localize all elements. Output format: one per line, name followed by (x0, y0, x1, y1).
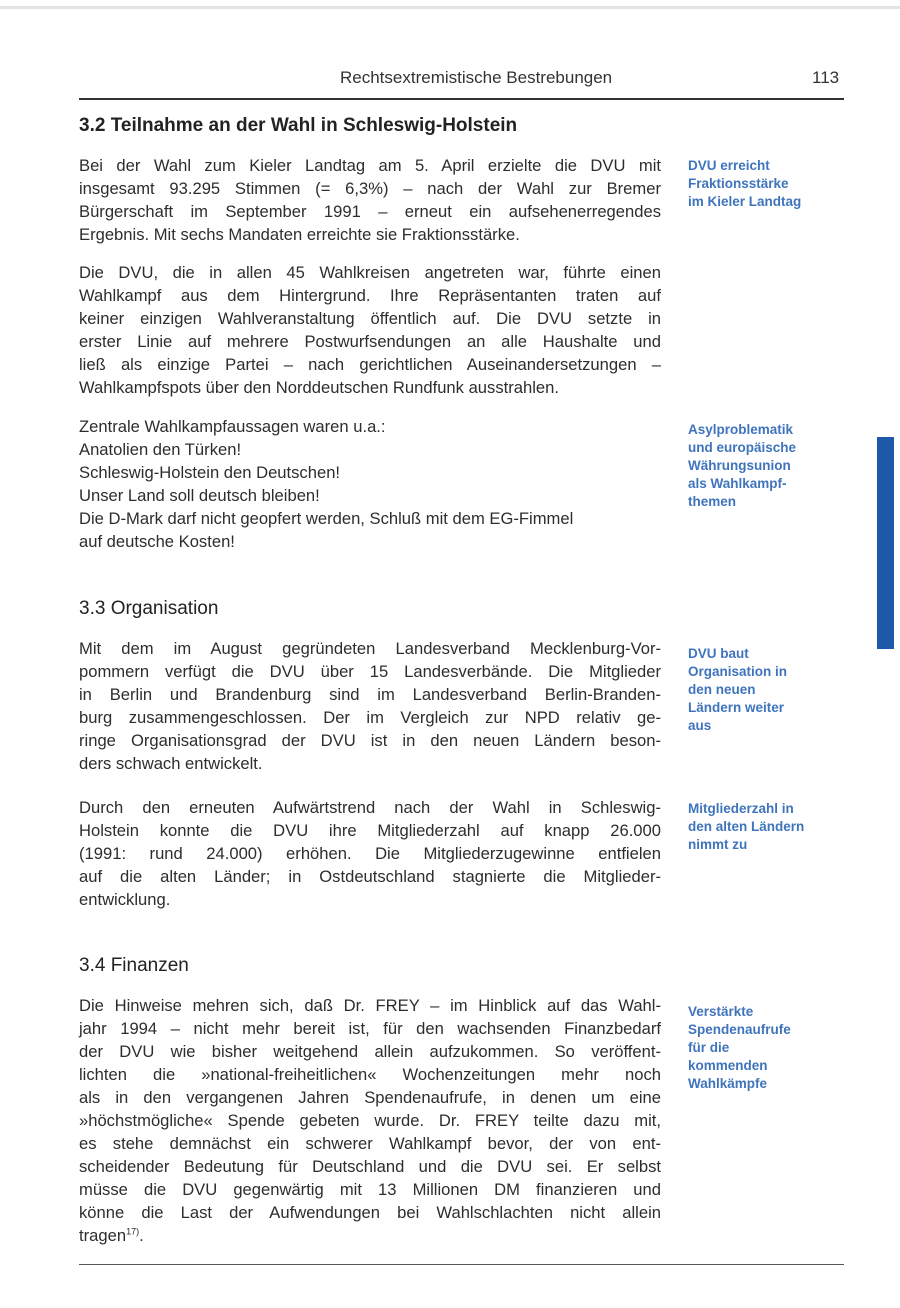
text-line: es stehe demnächst ein schwerer Wahlkampf bevor, der von ent- (79, 1134, 661, 1153)
slogan-line: Schleswig-Holstein den Deutschen! (79, 463, 341, 482)
text-line: insgesamt 93.295 Stimmen (= 6,3%) – nach der Wahl zur Bremer (79, 179, 661, 198)
paragraph-3-2-3 (79, 415, 661, 553)
margin-note-line: nimmt zu (688, 837, 748, 852)
text-line: Mit dem im August gegründeten Landesverband Mecklenburg-Vor- (79, 639, 661, 658)
paragraph-3-2-2 (79, 261, 661, 399)
text-line: erster Linie auf mehrere Postwurfsendungen an alle Haushalte und (79, 332, 661, 351)
final-word: tragen (79, 1226, 127, 1245)
text-line: der DVU wie bisher weitgehend allein aufzukommen. So veröffent- (79, 1042, 661, 1061)
footer-rule (79, 1264, 844, 1265)
section-heading-3-4: 3.4 Finanzen (79, 955, 189, 976)
margin-note-spendenaufrufe (688, 1003, 858, 1093)
margin-note-line: Währungsunion (688, 458, 791, 473)
text-line: Zentrale Wahlkampfaussagen waren u.a.: (79, 417, 386, 436)
footnote-ref[interactable]: 17) (126, 1226, 140, 1237)
text-line: Wahlkampf aus dem Hintergrund. Ihre Repräsentanten traten auf (79, 286, 661, 305)
paragraph-3-3-2 (79, 796, 661, 911)
margin-note-line: Ländern weiter (688, 700, 785, 715)
margin-note-line: DVU baut (688, 646, 749, 661)
slogan-line: Unser Land soll deutsch bleiben! (79, 486, 320, 505)
margin-note-line: aus (688, 718, 712, 733)
margin-note-organisation (688, 645, 858, 735)
text-line: keiner einzigen Wahlveranstaltung öffentlich auf. Die DVU setzte in (79, 309, 661, 328)
text-line: ließ als einzige Partei – nach gerichtlichen Auseinandersetzungen – (79, 355, 661, 374)
text-line: Die DVU, die in allen 45 Wahlkreisen angetreten war, führte einen (79, 263, 661, 282)
text-line: als in den vergangenen Jahren Spendenaufrufe, in denen um eine (79, 1088, 661, 1107)
margin-note-line: und europäische (688, 440, 797, 455)
text-line: »höchstmögliche« Spende gebeten wurde. Dr. FREY teilte dazu mit, (79, 1111, 661, 1130)
margin-note-line: als Wahlkampf- (688, 476, 787, 491)
page-number: 113 (812, 68, 840, 87)
text-line: ringe Organisationsgrad der DVU ist in den neuen Ländern beson- (79, 731, 661, 750)
paragraph-3-3-1 (79, 637, 661, 775)
text-line: entwicklung. (79, 890, 171, 909)
text-line: Bürgerschaft im September 1991 – erneut ein aufsehenerregendes (79, 202, 661, 221)
section-heading-3-3: 3.3 Organisation (79, 598, 219, 619)
text-line: Ergebnis. Mit sechs Mandaten erreichte sie Fraktionsstärke. (79, 225, 520, 244)
slogan-line: Die D-Mark darf nicht geopfert werden, Schluß mit dem EG-Fimmel (79, 509, 574, 528)
text-line: Die Hinweise mehren sich, daß Dr. FREY – im Hinblick auf das Wahl- (79, 996, 661, 1015)
margin-note-line: Mitgliederzahl in (688, 801, 794, 816)
margin-note-line: themen (688, 494, 737, 509)
margin-note-line: kommenden (688, 1058, 768, 1073)
text-line: Bei der Wahl zum Kieler Landtag am 5. April erzielte die DVU mit (79, 156, 661, 175)
section-heading-3-2: 3.2 Teilnahme an der Wahl in Schleswig-Holstein (79, 115, 518, 136)
margin-note-line: für die (688, 1040, 730, 1055)
margin-note-mitgliederzahl (688, 800, 858, 854)
chapter-marker-bar (877, 437, 894, 649)
text-line: Durch den erneuten Aufwärtstrend nach der Wahl in Schleswig- (79, 798, 661, 817)
slogan-line: auf deutsche Kosten! (79, 532, 235, 551)
text-line: (1991: rund 24.000) erhöhen. Die Mitgliederzugewinne entfielen (79, 844, 661, 863)
final-period: . (139, 1226, 144, 1245)
margin-note-line: Spendenaufrufe (688, 1022, 791, 1037)
margin-note-line: Fraktionsstärke (688, 176, 789, 191)
margin-note-line: Verstärkte (688, 1004, 754, 1019)
header-rule (79, 98, 844, 100)
scan-edge (0, 6, 900, 9)
text-line: könne die Last der Aufwendungen bei Wahlschlachten nicht allein (79, 1203, 661, 1222)
margin-note-line: im Kieler Landtag (688, 194, 802, 209)
text-line: burg zusammengeschlossen. Der im Vergleich zur NPD relativ ge- (79, 708, 661, 727)
paragraph-3-4-1 (79, 994, 661, 1247)
text-line-final (79, 1224, 661, 1247)
text-line: pommern verfügt die DVU über 15 Landesverbände. Die Mitglieder (79, 662, 661, 681)
text-line: lichten die »national-freiheitlichen« Wochenzeitungen mehr noch (79, 1065, 661, 1084)
margin-note-line: Organisation in (688, 664, 788, 679)
running-header-title: Rechtsextremistische Bestrebungen (340, 68, 613, 87)
text-line: in Berlin und Brandenburg sind im Landesverband Berlin-Branden- (79, 685, 661, 704)
text-line: scheidender Bedeutung für Deutschland und die DVU sei. Er selbst (79, 1157, 661, 1176)
text-line: Wahlkampfspots über den Norddeutschen Rundfunk ausstrahlen. (79, 378, 559, 397)
text-line: müsse die DVU gegenwärtig mit 13 Millionen DM finanzieren und (79, 1180, 661, 1199)
margin-note-fraktionsstaerke (688, 157, 858, 211)
text-line: auf die alten Länder; in Ostdeutschland stagnierte die Mitglieder- (79, 867, 661, 886)
margin-note-line: den neuen (688, 682, 756, 697)
text-line: Holstein konnte die DVU ihre Mitgliederzahl auf knapp 26.000 (79, 821, 661, 840)
margin-note-line: DVU erreicht (688, 158, 770, 173)
margin-note-line: den alten Ländern (688, 819, 805, 834)
margin-note-wahlkampfthemen (688, 421, 858, 511)
paragraph-3-2-1 (79, 154, 661, 246)
margin-note-line: Asylproblematik (688, 422, 794, 437)
margin-note-line: Wahlkämpfe (688, 1076, 768, 1091)
text-line: jahr 1994 – nicht mehr bereit ist, für den wachsenden Finanzbedarf (79, 1019, 661, 1038)
text-line: ders schwach entwickelt. (79, 754, 263, 773)
slogan-line: Anatolien den Türken! (79, 440, 242, 459)
